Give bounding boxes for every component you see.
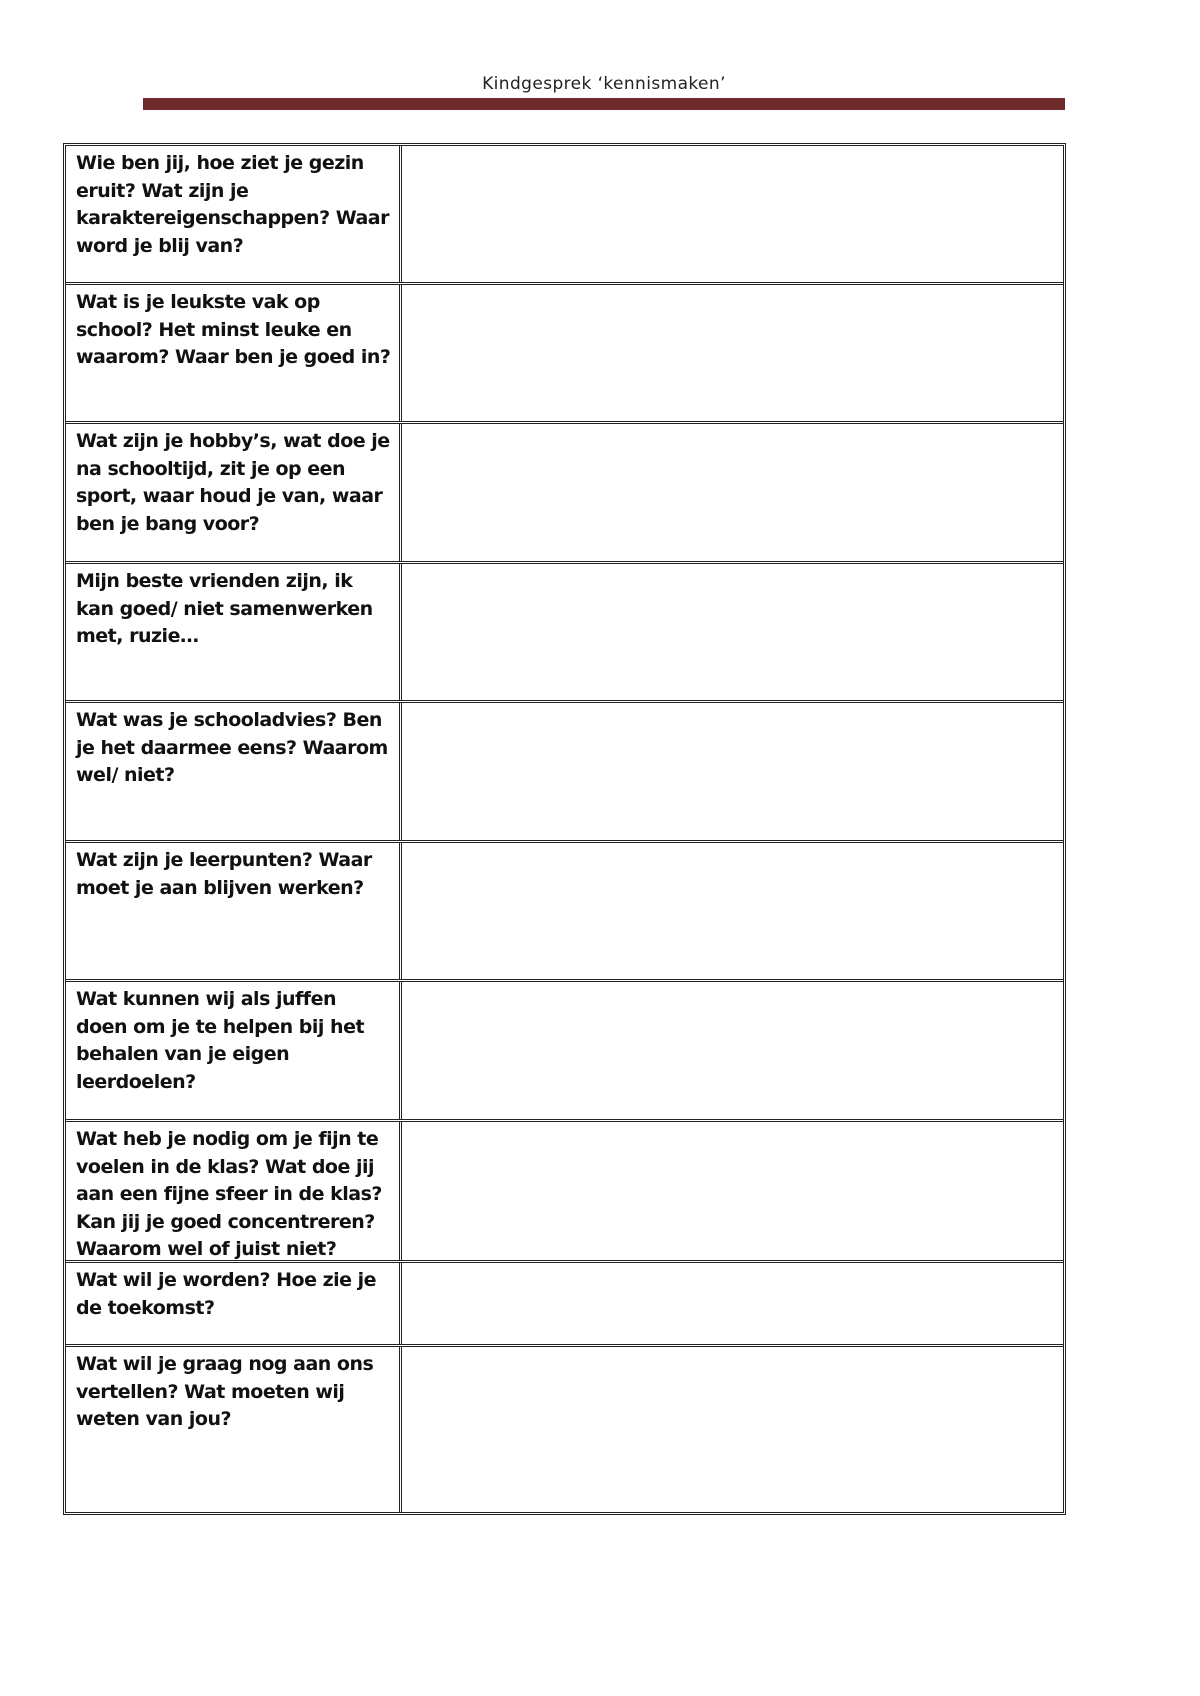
answer-cell[interactable] — [402, 982, 1063, 1119]
question-cell: Wat heb je nodig om je fijn te voelen in de klas? Wat doe jij aan een fijne sfeer in de klas? Kan jij je goed concentreren? Waarom wel of juist niet? — [66, 1122, 402, 1260]
question-cell: Wat kunnen wij als juffen doen om je te helpen bij het behalen van je eigen leerdoelen? — [66, 982, 402, 1119]
answer-cell[interactable] — [402, 424, 1063, 561]
answer-cell[interactable] — [402, 843, 1063, 979]
answer-cell[interactable] — [402, 1263, 1063, 1344]
question-cell: Wie ben jij, hoe ziet je gezin eruit? Wat zijn je karaktereigenschappen? Waar word je blij van? — [66, 146, 402, 282]
answer-cell[interactable] — [402, 1347, 1063, 1512]
table-row — [66, 424, 1063, 564]
table-row — [66, 146, 1063, 285]
document-header-title: Kindgesprek ‘kennismaken’ — [482, 74, 726, 94]
table-row — [66, 564, 1063, 703]
answer-cell[interactable] — [402, 564, 1063, 700]
table-row — [66, 1122, 1063, 1263]
answer-cell[interactable] — [402, 1122, 1063, 1260]
table-row — [66, 1347, 1063, 1512]
question-cell: Mijn beste vrienden zijn, ik kan goed/ niet samenwerken met, ruzie… — [66, 564, 402, 700]
answer-cell[interactable] — [402, 285, 1063, 421]
header-divider — [143, 98, 1065, 110]
question-cell: Wat wil je graag nog aan ons vertellen? Wat moeten wij weten van jou? — [66, 1347, 402, 1512]
answer-cell[interactable] — [402, 703, 1063, 840]
table-row — [66, 1263, 1063, 1347]
interview-form-table — [63, 143, 1066, 1515]
question-cell: Wat wil je worden? Hoe zie je de toekomst? — [66, 1263, 402, 1344]
question-cell: Wat zijn je leerpunten? Waar moet je aan blijven werken? — [66, 843, 402, 979]
table-row — [66, 982, 1063, 1122]
question-cell: Wat was je schooladvies? Ben je het daarmee eens? Waarom wel/ niet? — [66, 703, 402, 840]
question-cell: Wat zijn je hobby’s, wat doe je na schooltijd, zit je op een sport, waar houd je van, waar ben je bang voor? — [66, 424, 402, 561]
table-row — [66, 285, 1063, 424]
table-row — [66, 703, 1063, 843]
question-cell: Wat is je leukste vak op school? Het minst leuke en waarom? Waar ben je goed in? — [66, 285, 402, 421]
table-row — [66, 843, 1063, 982]
answer-cell[interactable] — [402, 146, 1063, 282]
